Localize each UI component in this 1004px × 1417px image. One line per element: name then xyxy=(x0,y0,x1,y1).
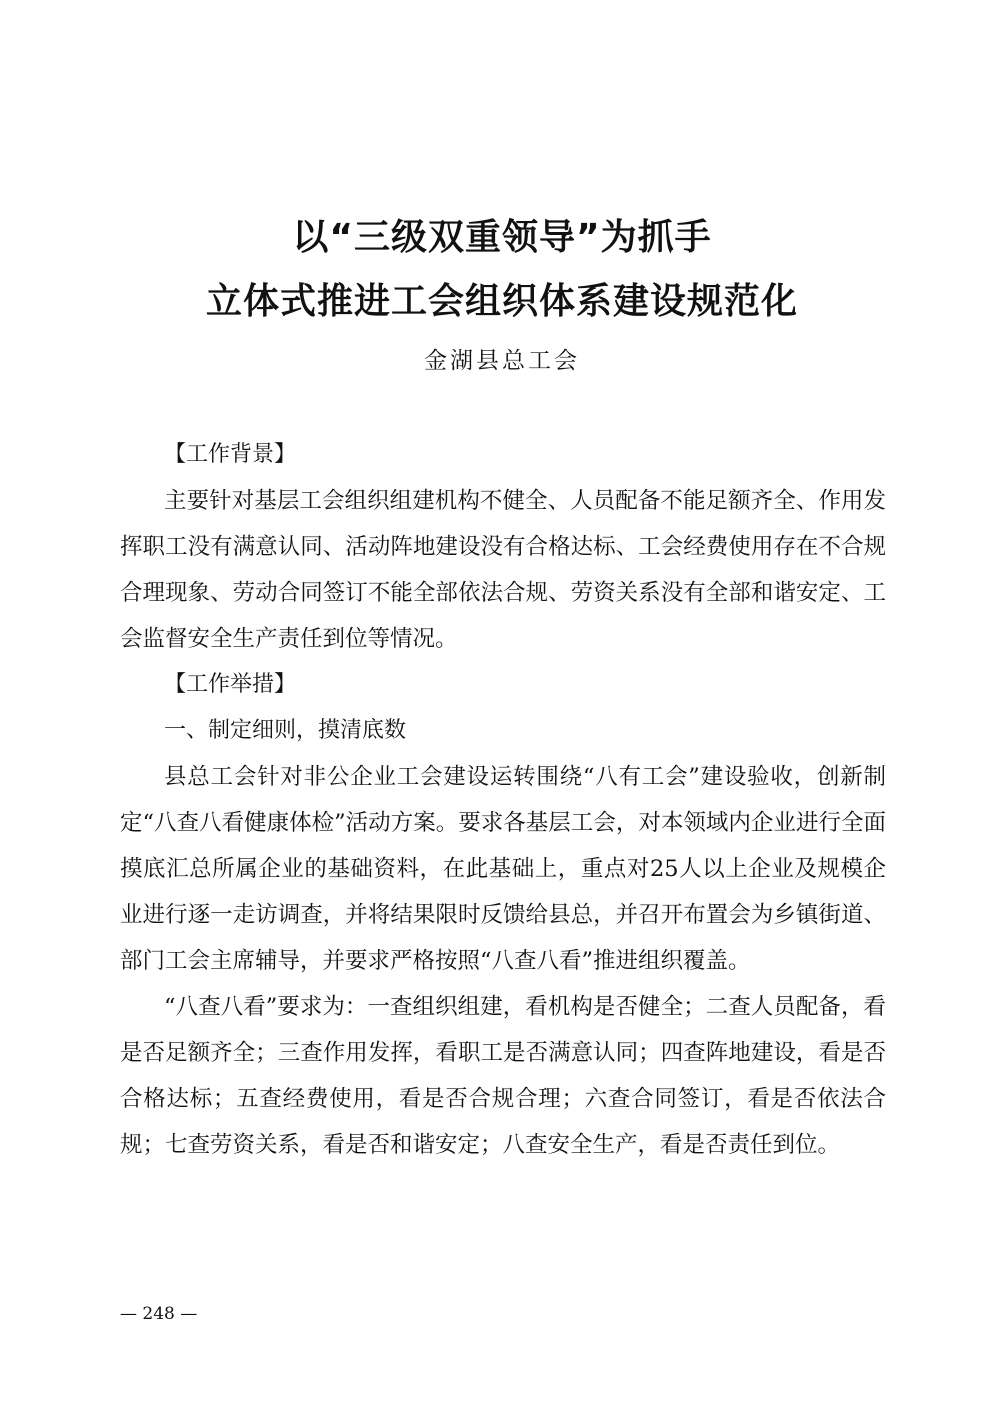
paragraph-measure-1: 县总工会针对非公企业工会建设运转围绕“八有工会”建设验收，创新制定“八查八看健康体检”活动方案。要求各基层工会，对本领域内企业进行全面摸底汇总所属企业的基础资料，在此基础上，重点对25人以上企业及规模企业进行逐一走访调查，并将结果限时反馈给县总，并召开布置会为乡镇街道、部门工会主席辅导，并要求严格按照“八查八看”推进组织覆盖。 xyxy=(120,764,886,974)
heading-work-background: 【工作背景】 xyxy=(164,442,297,467)
title-line-1: 以“三级双重领导”为抓手 xyxy=(292,217,712,258)
heading-measure-1: 一、制定细则，摸清底数 xyxy=(164,718,407,743)
page-number: — 248 — xyxy=(120,1304,198,1324)
body-text xyxy=(120,432,886,1168)
paragraph-eight-checks: “八查八看”要求为：一查组织组建，看机构是否健全；二查人员配备，看是否足额齐全；三查作用发挥，看职工是否满意认同；四查阵地建设，看是否合格达标；五查经费使用，看是否合规合理；六查合同签订，看是否依法合规；七查劳资关系，看是否和谐安定；八查安全生产，看是否责任到位。 xyxy=(120,994,886,1158)
heading-work-measures: 【工作举措】 xyxy=(164,672,297,697)
title-line-2: 立体式推进工会组织体系建设规范化 xyxy=(205,281,798,322)
author: 金湖县总工会 xyxy=(424,348,580,374)
paragraph-background: 主要针对基层工会组织组建机构不健全、人员配备不能足额齐全、作用发挥职工没有满意认同、活动阵地建设没有合格达标、工会经费使用存在不合规合理现象、劳动合同签订不能全部依法合规、劳资关系没有全部和谐安定、工会监督安全生产责任到位等情况。 xyxy=(120,488,886,652)
